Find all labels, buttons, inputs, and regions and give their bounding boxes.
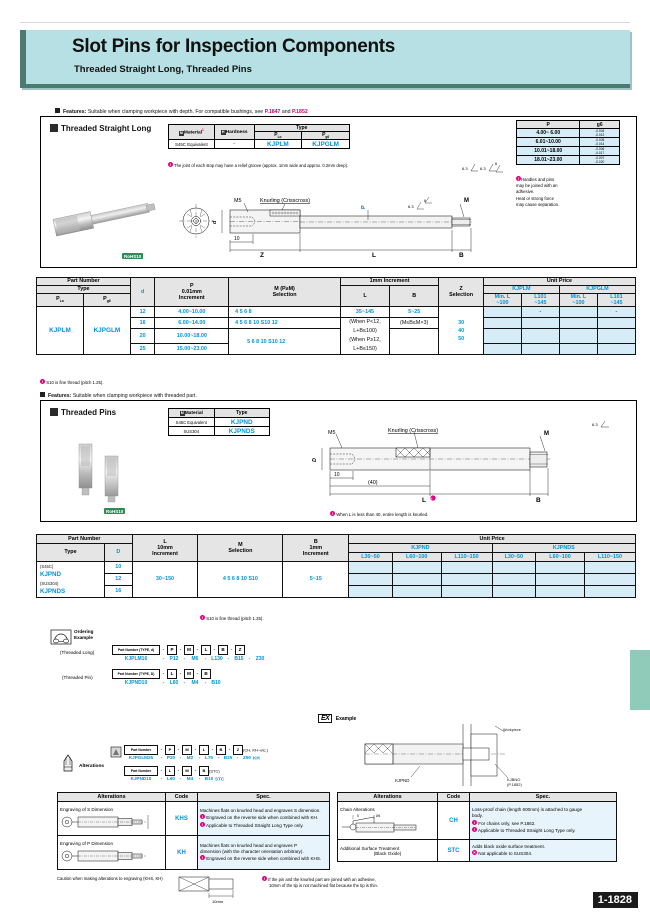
header-top-rule xyxy=(20,22,630,28)
altL-row1-code: KH xyxy=(166,836,198,870)
type-kjpnds: KJPNDS xyxy=(214,427,269,436)
t1-d-2: 20 xyxy=(130,329,155,344)
altR-row1-spec: Adds black oxide surface treatment. × Not applicable to SUS304. xyxy=(470,840,617,862)
table1-footnote: ! S10 is fine thread (pitch 1.25). xyxy=(41,379,104,385)
drawing1-m5-label: M5 xyxy=(234,198,242,204)
alterations-row2-values: KJPND10 - L60 - M4 - B10 STC xyxy=(130,776,225,782)
alterations-row1-values: KJPGLM25 - P20 - M2 - L75 - B25 - Z50 KH xyxy=(128,755,260,761)
ordbox-L: L xyxy=(201,645,211,655)
altordbox-partnumber-1: Part Number xyxy=(124,745,158,755)
t1-p-3: 15.00~23.00 xyxy=(155,344,229,355)
t2-price-cell xyxy=(492,574,536,586)
t1-type-kjpglm: KJPGLM xyxy=(83,307,130,355)
t1-price-cell xyxy=(559,329,597,344)
svg-text:B: B xyxy=(536,497,541,504)
t2-B-value: 5~15 xyxy=(283,562,349,598)
alt-row2-suffix: (STC) xyxy=(209,768,220,774)
t1-m-0: 4 5 6 8 xyxy=(229,307,341,318)
altL-h-code: Code xyxy=(166,793,198,802)
t2-price-cell xyxy=(349,586,393,598)
product-photo-threaded-pins xyxy=(75,436,145,508)
t2-h-kjpnds: KJPNDS xyxy=(492,544,635,553)
col-type-1: Type xyxy=(296,125,308,131)
svg-text:!: ! xyxy=(431,497,433,501)
alterations-table-right xyxy=(337,792,617,862)
svg-text:10: 10 xyxy=(234,236,240,242)
svg-text:D: D xyxy=(312,458,318,462)
t1-price-cell xyxy=(483,318,521,329)
altL-row1-name: Engraving of P Dimension xyxy=(58,836,166,870)
t1-type-kjplm: KJPLM xyxy=(37,307,84,355)
col-material-1: Material xyxy=(183,130,203,136)
t2-types: (S45C) KJPND (SUS304) KJPNDS xyxy=(37,562,105,598)
caution-text: Caution when making alterations to engraving (KHS, KH) xyxy=(57,876,163,881)
t1-price-cell xyxy=(521,344,559,355)
t2-price-cell xyxy=(584,586,635,598)
ordbox-partnumber-1: Part Number (TYPE, d) xyxy=(112,645,160,655)
table-row xyxy=(37,307,636,318)
drawing1-knurling-label: Knurling (Crisscross) xyxy=(260,198,311,204)
svg-text:d: d xyxy=(212,220,218,224)
svg-text:(40): (40) xyxy=(368,480,378,486)
drawing2-note: ! When L is less than 40, entire length is knurled. xyxy=(331,511,429,517)
t1-L-conditions: (When P<12, L+B≤100) (When P≥12, L+B≤150) xyxy=(340,318,389,355)
t2-price-cell xyxy=(392,574,441,586)
alterations-small-icon xyxy=(110,746,122,758)
ordbox-B2: B xyxy=(201,669,211,679)
t1-price-cell: - xyxy=(521,307,559,318)
type-kjplm: KJPLM xyxy=(254,140,302,149)
product-photo-threaded-straight-long xyxy=(48,195,163,243)
drawing2-knurling-label: Knurling (Crisscross) xyxy=(388,428,439,434)
example-workpiece-label: Workpiece xyxy=(503,728,521,732)
t1-h-unitprice: Unit Price xyxy=(483,278,635,286)
ordbox-M: M xyxy=(184,645,194,655)
table-row xyxy=(37,562,636,574)
product-label-threaded-pins: Threaded Pins xyxy=(50,408,116,417)
t1-p-2: 10.00~18.00 xyxy=(155,329,229,344)
t2-price-col-3: L30~50 xyxy=(492,553,536,562)
t2-price-cell xyxy=(392,562,441,574)
t2-D-1: 12 xyxy=(104,574,132,586)
ordering-row2-values: KJPND10 - L60 - M4 - B10 xyxy=(124,680,221,687)
subcol-p-g6: P xyxy=(322,132,326,138)
table-row xyxy=(338,802,617,840)
ordering-row2-label: (Threaded Pin) xyxy=(62,675,93,680)
t2-price-cell xyxy=(441,574,492,586)
altR-row1-code: STC xyxy=(438,840,470,862)
t1-B-value: 5~25 xyxy=(390,307,439,318)
t2-L-value: 30~150 xyxy=(132,562,198,598)
side-tab xyxy=(630,650,650,710)
t1-h-minl-2: Min. L ~100 xyxy=(559,294,597,307)
altL-row0-name: Engraving of S Dimension xyxy=(58,802,166,836)
table2-footnote: ! S10 is fine thread (pitch 1.25). xyxy=(201,615,264,621)
t1-h-z-selection: Z Selection xyxy=(439,278,484,307)
altR-h-code: Code xyxy=(438,793,470,802)
t1-price-cell xyxy=(559,318,597,329)
svg-text:Z: Z xyxy=(260,252,264,259)
altR-h-alterations: Alterations xyxy=(338,793,438,802)
page-number: 1-1828 xyxy=(593,892,638,908)
t1-price-cell xyxy=(483,344,521,355)
t2-price-cell xyxy=(536,574,585,586)
ordbox-B: B xyxy=(218,645,228,655)
t1-h-p-lo: $P_{Lo}$ xyxy=(37,294,84,307)
t1-h-minl-1: Min. L ~100 xyxy=(483,294,521,307)
features-line-1 xyxy=(55,108,308,115)
tol-col-g6: g6 xyxy=(580,121,620,129)
material-value-1: S45C Equivalent xyxy=(169,140,215,149)
t1-B-condition: (M≤B≤M×3) xyxy=(390,318,439,329)
t2-h-kjpnd: KJPND xyxy=(349,544,492,553)
material-table-1: MMaterial$^1$ HHardness Type $P_{Lo}$ $P_{g6}$ S45C Equivalent - KJPLM KJPGLM xyxy=(168,124,350,149)
svg-text:5: 5 xyxy=(357,813,359,818)
svg-text:L: L xyxy=(422,497,426,504)
example-badge: EX Example xyxy=(318,714,356,723)
t1-h-B: B xyxy=(390,286,439,307)
t1-p-1: 6.00~14.00 xyxy=(155,318,229,329)
features-label-2: Features: xyxy=(48,393,72,399)
material2-row1-value: S45C Equivalent xyxy=(169,418,215,427)
svg-text:6: 6 xyxy=(495,161,498,166)
altR-row0-name: Chain Alterations 5 Ø4 xyxy=(338,802,438,840)
page-title: Slot Pins for Inspection Components xyxy=(72,36,396,57)
alterations-table-left xyxy=(57,792,330,870)
t1-m-1: 4 5 6 8 10 S10 12 xyxy=(229,318,341,329)
drawing-threaded-straight-long xyxy=(172,190,502,262)
ordering-row1-label: (Threaded Long) xyxy=(60,650,95,655)
features-text-1: Suitable when clamping workpiece with depth. For compatible bushings, see xyxy=(87,109,264,115)
tolerance-table: P g6 4.00~ 6.00 -0.004 -0.012 6.01~10.00 -0.005 -0.014 10.01~18.00 -0.006 -0.017 18.01~23.00 -0.007 -0.020 xyxy=(516,120,620,165)
svg-text:6.3: 6.3 xyxy=(462,166,468,171)
tol-row-p-1: 6.01~10.00 xyxy=(517,138,580,147)
caution-drawing xyxy=(173,872,255,904)
ordbox-L2: L xyxy=(167,669,177,679)
alterations-icon xyxy=(58,753,78,775)
t1-price-cell: - xyxy=(597,307,635,318)
example-part-label: KJPND xyxy=(395,778,410,783)
t1-price-cell xyxy=(521,318,559,329)
t2-price-col-5: L110~150 xyxy=(584,553,635,562)
altR-row0-code: CH xyxy=(438,802,470,840)
t1-h-m-selection: M (P≥M) Selection xyxy=(229,278,341,307)
t2-price-col-1: L60~100 xyxy=(392,553,441,562)
t2-price-cell xyxy=(492,586,536,598)
t2-price-cell xyxy=(392,586,441,598)
altR-h-spec: Spec. xyxy=(470,793,617,802)
svg-text:6.3: 6.3 xyxy=(480,166,486,171)
t1-z-values: 30 40 50 xyxy=(439,307,484,355)
features-label-1: Features: xyxy=(63,109,87,115)
t1-B-blank xyxy=(390,329,439,355)
t1-m-2: 5 6 8 10 S10 12 xyxy=(229,329,341,355)
tol-row-p-2: 10.01~18.00 xyxy=(517,147,580,156)
tol-row-p-3: 18.01~23.00 xyxy=(517,156,580,165)
t2-h-M: M Selection xyxy=(198,535,283,562)
svg-text:B: B xyxy=(459,252,464,259)
t2-price-col-0: L30~50 xyxy=(349,553,393,562)
t2-price-cell xyxy=(441,586,492,598)
t1-h-p-increment: P 0.01mm Increment xyxy=(155,278,229,307)
type-kjpnd: KJPND xyxy=(214,418,269,427)
t1-price-cell xyxy=(483,329,521,344)
t2-M-value: 4 5 6 8 10 S10 xyxy=(198,562,283,598)
t2-h-unitprice: Unit Price xyxy=(349,535,636,544)
t1-h-p-g6: $P_{g6}$ xyxy=(83,294,130,307)
t1-d-0: 12 xyxy=(130,307,155,318)
table-row xyxy=(58,836,330,870)
ordering-example-title: Ordering Example xyxy=(74,629,94,640)
features-text-2: Suitable when clamping workpiece with threaded part. xyxy=(72,393,197,399)
svg-text:P: P xyxy=(361,205,367,209)
t1-price-cell xyxy=(483,307,521,318)
t2-price-cell xyxy=(349,574,393,586)
t1-price-cell xyxy=(597,329,635,344)
ordbox-P: P xyxy=(167,645,177,655)
t1-p-0: 4.00~10.00 xyxy=(155,307,229,318)
example-drawing xyxy=(345,722,550,788)
t1-h-l101-2: L101 ~145 xyxy=(597,294,635,307)
features-ref-1852: P.1852 xyxy=(291,109,308,115)
hardness-value-1: - xyxy=(214,140,254,149)
t2-h-D: D xyxy=(104,544,132,562)
t1-h-1mm-increment: 1mm Increment xyxy=(340,278,438,286)
t1-L-value: 35~145 xyxy=(340,307,389,318)
svg-text:M: M xyxy=(544,431,549,437)
alt-row1-suffix: (CH, KH~etc.) xyxy=(243,747,269,753)
ordering-row1-boxes: Part Number (TYPE, d) - P - M - L - B - Z xyxy=(112,645,245,655)
ordering-row1-values: KJPLM16 - P12 - M6 - L130 - B15 - Z30 xyxy=(112,656,267,662)
t2-price-col-4: L60~100 xyxy=(536,553,585,562)
t2-h-partnumber: Part Number xyxy=(37,535,133,544)
rohs-badge-2: RoHS10 xyxy=(106,508,124,514)
t1-h-partnumber: Part Number xyxy=(37,278,131,286)
t2-price-cell xyxy=(584,574,635,586)
alterations-ordering-label: Alterations xyxy=(79,764,105,769)
type-kjpglm: KJPGLM xyxy=(302,140,350,149)
ordval-partnumber-1: KJPLM16 xyxy=(124,656,148,663)
t2-price-cell xyxy=(492,562,536,574)
tol-col-p: P xyxy=(517,121,580,129)
caution-note: ! If the pin and the knurled part are joined with an adhesive, 10mm of the tip is not machined flat because the tip is thin. xyxy=(263,876,378,888)
t2-h-B: B 1mm Increment xyxy=(283,535,349,562)
t1-h-kjpglm: KJPGLM xyxy=(559,286,635,294)
features-line-2 xyxy=(40,392,197,399)
ordbox-partnumber-2: Part Number (TYPE, D) xyxy=(112,669,160,679)
col-hardness-1: Hardness xyxy=(225,129,248,135)
t2-price-cell xyxy=(536,562,585,574)
surface-finish-symbols-1 xyxy=(462,160,510,176)
svg-text:M: M xyxy=(464,198,469,204)
example-bushing-page: (P.1852) xyxy=(507,782,522,787)
alterations-row2-boxes: Part Number - L - M - B (STC) xyxy=(124,766,220,776)
t1-h-kjplm: KJPLM xyxy=(483,286,559,294)
svg-text:6.3: 6.3 xyxy=(592,422,598,427)
product-label-threaded-straight-long: Threaded Straight Long xyxy=(50,124,151,133)
t2-price-cell xyxy=(349,562,393,574)
t1-price-cell xyxy=(559,344,597,355)
altL-row0-spec: Machines flats on knurled head and engraves S dimension. ! Engraved on the reverse side when combined with KH. ! Applicable to Threaded Straight Long Type only. xyxy=(198,802,330,836)
rohs-badge-1: RoHS10 xyxy=(124,253,142,259)
t1-price-cell xyxy=(597,318,635,329)
ordering-example-icon xyxy=(50,628,72,646)
t2-h-type: Type xyxy=(37,544,105,562)
col-material-2: Material xyxy=(184,410,203,416)
t2-D-0: 10 xyxy=(104,562,132,574)
t2-h-L: L 10mm Increment xyxy=(132,535,198,562)
drawing2-m5-label: M5 xyxy=(328,430,336,436)
material2-row2-value: SUS304 xyxy=(169,427,215,436)
example-bushing-label: KJBNO xyxy=(507,777,521,782)
altL-h-spec: Spec. xyxy=(198,793,330,802)
subcol-p-lo: P xyxy=(274,132,278,138)
caution-dim-10mm: 10mm xyxy=(212,899,224,904)
col-type-2: Type xyxy=(236,410,248,416)
features-and-1: and xyxy=(281,109,291,115)
t2-price-col-2: L110~150 xyxy=(441,553,492,562)
altordbox-partnumber-2: Part Number xyxy=(124,766,158,776)
ordbox-Z: Z xyxy=(235,645,245,655)
material-note-1: ! The joint of each stop may have a relief groove (approx. 1mm wide and approx. 0.2mm deep). xyxy=(169,162,349,168)
features-ref-1847: P.1847 xyxy=(264,109,281,115)
altR-row1-name: Additional Surface Treatment (Black Oxide) xyxy=(338,840,438,862)
t1-h-l101-1: L101 ~145 xyxy=(521,294,559,307)
t2-D-2: 16 xyxy=(104,586,132,598)
t2-price-cell xyxy=(536,586,585,598)
t1-price-cell xyxy=(521,329,559,344)
ordering-row2-boxes: Part Number (TYPE, D) - L - M - B xyxy=(112,669,211,679)
material-table-2: MMaterial Type S45C Equivalent KJPND SUS304 KJPNDS xyxy=(168,408,270,436)
altL-row1-spec: Machines flats on knurled head and engraves P dimension (with the character orientation arbitrary). ! Engraved on the reverse side when combined with KHS. xyxy=(198,836,330,870)
svg-text:6: 6 xyxy=(424,198,427,203)
table-row xyxy=(58,802,330,836)
t1-d-1: 16 xyxy=(130,318,155,329)
svg-text:10: 10 xyxy=(334,472,340,478)
example-label: Example xyxy=(335,716,357,722)
altL-h-alterations: Alterations xyxy=(58,793,166,802)
page-subtitle: Threaded Straight Long, Threaded Pins xyxy=(74,64,252,75)
t1-price-cell xyxy=(559,307,597,318)
svg-text:6.3: 6.3 xyxy=(408,204,414,209)
t1-h-type: Type xyxy=(37,286,131,294)
svg-text:L: L xyxy=(372,252,376,259)
handle-note: ! Handles and pins may be joined with an adhesive. Heat or strong force may cause separation. xyxy=(516,176,560,207)
drawing-threaded-pins xyxy=(300,426,600,508)
ordbox-M2: M xyxy=(184,669,194,679)
t2-price-cell xyxy=(584,562,635,574)
part-number-table-2 xyxy=(36,534,636,598)
altL-row0-code: KHS xyxy=(166,802,198,836)
part-number-table-1 xyxy=(36,277,636,355)
altR-row0-spec: Loss-proof chain (length 600mm) is attached to gauge body. ! For chains only, see P.1862. ! Applicable to Threaded Straight Long Type only. xyxy=(470,802,617,840)
t1-d-3: 25 xyxy=(130,344,155,355)
t1-h-d: d xyxy=(130,278,155,307)
svg-text:Ø4: Ø4 xyxy=(376,813,381,818)
table-row xyxy=(338,840,617,862)
alterations-row1-boxes: Part Number - P - M - L - B - Z (CH, KH~etc.) xyxy=(124,745,268,755)
t2-price-cell xyxy=(441,562,492,574)
t1-h-L: L xyxy=(340,286,389,307)
tol-row-p-0: 4.00~ 6.00 xyxy=(517,129,580,138)
t1-price-cell xyxy=(597,344,635,355)
